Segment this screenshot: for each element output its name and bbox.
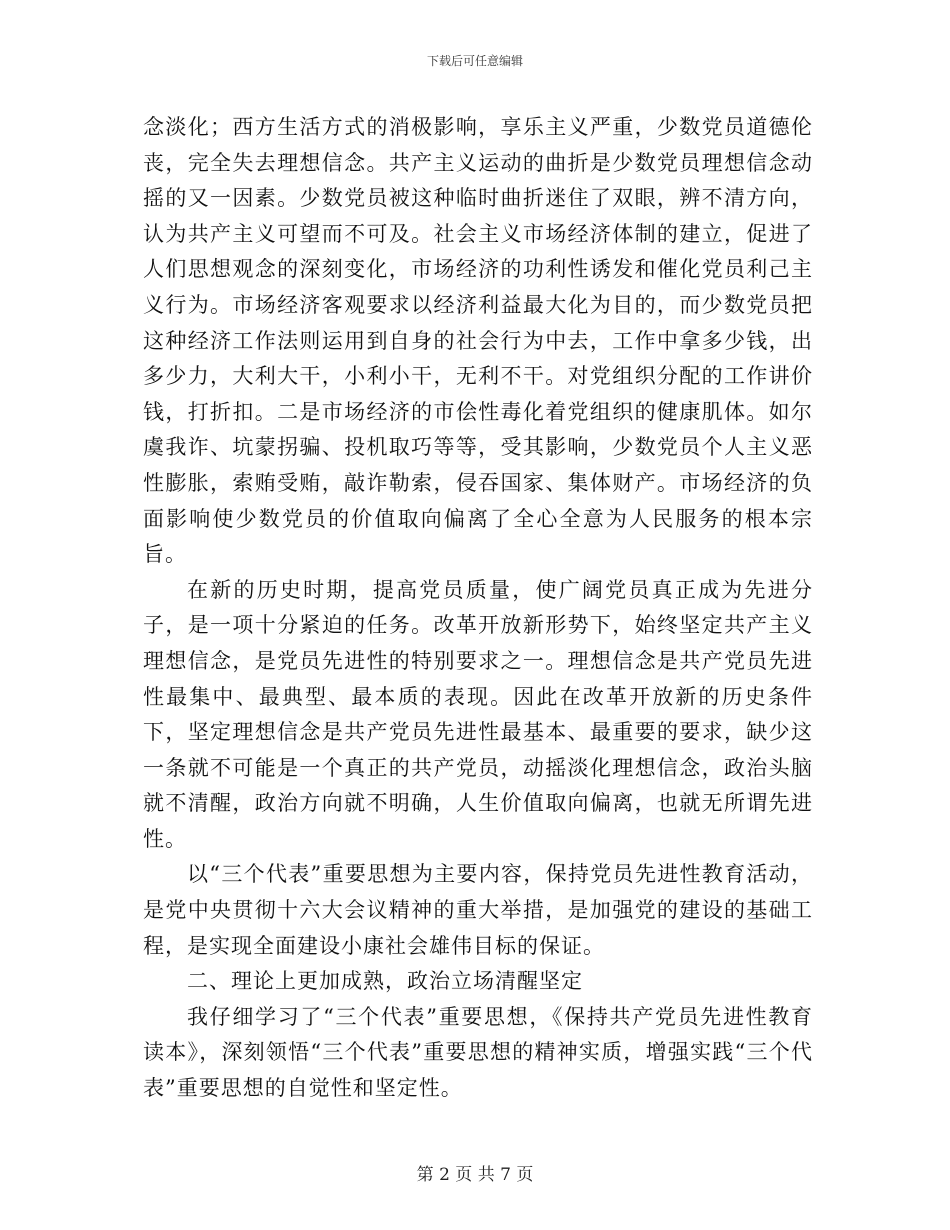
section-heading: 二、理论上更加成熟，政治立场清醒坚定 <box>187 969 583 994</box>
paragraph-2: 在新的历史时期，提高党员质量，使广阔党员真正成为先进分子，是一项十分紧迫的任务。改革开放新形势下，始终坚定共产主义理想信念，是党员先进性的特别要求之一。理想信念是共产党员先进性最集中、最典型、最本质的表现。因此在改革开放新的历史条件下，坚定理想信念是共产党员先进性最基本、最重要的要求，缺少这一条就不可能是一个真正的共产党员，动摇淡化理想信念，政治头脑就不清醒，政治方向就不明确，人生价值取向偏离，也就无所谓先进性。 <box>143 577 813 851</box>
paragraph-1: 念淡化；西方生活方式的消极影响，享乐主义严重，少数党员道德伦丧，完全失去理想信念。共产主义运动的曲折是少数党员理想信念动摇的又一因素。少数党员被这种临时曲折迷住了双眼，辨不清方向，认为共产主义可望而不可及。社会主义市场经济体制的建立，促进了人们思想观念的深刻变化，市场经济的功利性诱发和催化党员利己主义行为。市场经济客观要求以经济利益最大化为目的，而少数党员把这种经济工作法则运用到自身的社会行为中去，工作中拿多少钱，出多少力，大利大干，小利小干，无利不干。对党组织分配的工作讲价钱，打折扣。二是市场经济的市侩性毒化着党组织的健康肌体。如尔虞我诈、坑蒙拐骗、投机取巧等等，受其影响，少数党员个人主义恶性膨胀，索贿受贿，敲诈勒索，侵吞国家、集体财产。市场经济的负面影响使少数党员的价值取向偏离了全心全意为人民服务的根本宗旨。 <box>143 115 813 567</box>
document-body <box>143 110 813 1107</box>
paragraph-3: 以“三个代表”重要思想为主要内容，保持党员先进性教育活动，是党中央贯彻十六大会议精神的重大举措，是加强党的建设的基础工程，是实现全面建设小康社会雄伟目标的保证。 <box>143 862 813 958</box>
page-number: 第 2 页 共 7 页 <box>416 1165 534 1185</box>
page-header: 下载后可任意编辑 <box>426 54 523 68</box>
paragraph-4: 我仔细学习了“三个代表”重要思想，《保持共产党员先进性教育读本》，深刻领悟“三个代表”重要思想的精神实质，增强实践“三个代表”重要思想的自觉性和坚定性。 <box>143 1004 813 1101</box>
